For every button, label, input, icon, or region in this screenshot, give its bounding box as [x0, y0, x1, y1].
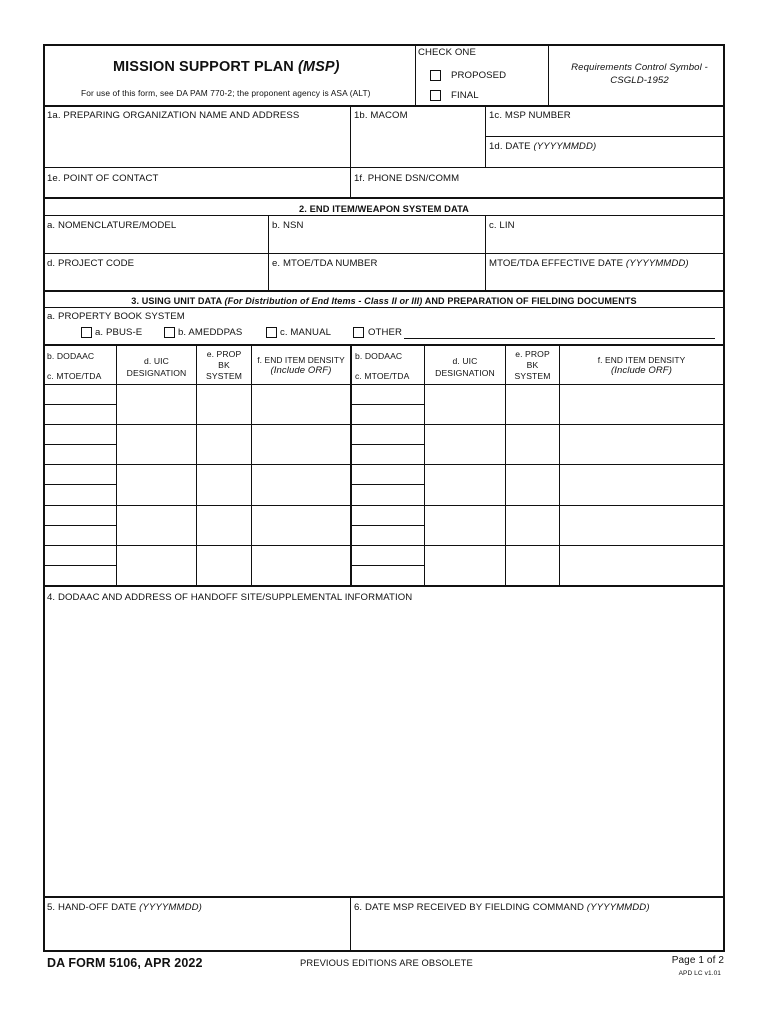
table-row[interactable] [45, 465, 723, 504]
table-row[interactable] [45, 425, 723, 464]
point-of-contact-field[interactable] [45, 184, 349, 196]
col-bk-right: BK [526, 360, 539, 370]
nomenclature-label: a. NOMENCLATURE/MODEL [47, 220, 177, 231]
table-row[interactable] [45, 506, 723, 545]
msp-number-field[interactable] [487, 122, 723, 135]
macom-field[interactable] [352, 122, 484, 166]
col-prop-left: e. PROP [206, 349, 242, 359]
section3-title-a: 3. USING UNIT DATA [131, 296, 222, 306]
obsolete-notice: PREVIOUS EDITIONS ARE OBSOLETE [300, 957, 473, 968]
handoff-date-text: 5. HAND-OFF DATE [47, 902, 137, 913]
form-title-abbrev: (MSP) [298, 59, 340, 75]
col-mtoe-right: c. MTOE/TDA [355, 371, 410, 381]
mtoe-effective-date-text: MTOE/TDA EFFECTIVE DATE [489, 258, 624, 269]
col-uic-right: d. UIC [452, 356, 478, 366]
col-density-right: f. END ITEM DENSITY [597, 355, 686, 365]
project-code-label: d. PROJECT CODE [47, 258, 135, 269]
handoff-site-field[interactable] [45, 604, 723, 895]
date-received-text: 6. DATE MSP RECEIVED BY FIELDING COMMAND [354, 902, 585, 913]
requirements-control-code: CSGLD-1952 [610, 75, 669, 86]
col-uic-designation-right: DESIGNATION [435, 368, 495, 378]
col-system-right: SYSTEM [514, 371, 551, 381]
project-code-field[interactable] [45, 270, 267, 289]
col-bk-left: BK [218, 360, 230, 370]
mtoe-effective-date-field[interactable] [487, 270, 723, 289]
form-number: DA FORM 5106, APR 2022 [47, 956, 203, 970]
mtoe-effective-date-label [489, 258, 689, 269]
phone-field[interactable] [352, 184, 722, 196]
org-name-field[interactable] [45, 122, 349, 166]
date-1d-label [489, 141, 596, 152]
nsn-field[interactable] [270, 232, 484, 252]
manual-checkbox[interactable] [266, 327, 277, 338]
proposed-checkbox[interactable] [430, 70, 441, 81]
section3-title-b: (For Distribution of End Items - Class II or III) [224, 296, 423, 306]
requirements-control-symbol: Requirements Control Symbol - [571, 62, 708, 73]
point-of-contact-label: 1e. POINT OF CONTACT [47, 173, 159, 184]
form-title-main: MISSION SUPPORT PLAN [113, 59, 294, 75]
mtoe-effective-date-format: (YYYYMMDD) [625, 258, 689, 269]
pbus-e-label: a. PBUS-E [95, 327, 143, 338]
final-label: FINAL [451, 90, 479, 101]
section2-title: 2. END ITEM/WEAPON SYSTEM DATA [298, 204, 469, 214]
section3-title-c: AND PREPARATION OF FIELDING DOCUMENTS [424, 296, 637, 306]
handoff-date-label [47, 902, 202, 913]
date-1d-field[interactable] [487, 153, 723, 166]
mtoe-number-label: e. MTOE/TDA NUMBER [272, 258, 378, 269]
lin-label: c. LIN [489, 220, 515, 231]
section3-title [45, 296, 723, 306]
other-checkbox[interactable] [353, 327, 364, 338]
date-1d-format: (YYYYMMDD) [533, 141, 597, 152]
date-received-format: (YYYYMMDD) [586, 902, 650, 913]
nomenclature-field[interactable] [45, 232, 267, 252]
col-uic-designation-left: DESIGNATION [126, 368, 187, 378]
ameddpas-label: b. AMEDDPAS [178, 327, 243, 338]
handoff-date-field[interactable] [45, 914, 349, 949]
form-subtitle: For use of this form, see DA PAM 770-2; the proponent agency is ASA (ALT) [81, 88, 371, 98]
version-label: APD LC v1.01 [678, 970, 721, 977]
date-1d-label-text: 1d. DATE [489, 141, 531, 152]
col-system-left: SYSTEM [206, 371, 242, 381]
property-book-system-label: a. PROPERTY BOOK SYSTEM [47, 311, 185, 322]
ameddpas-checkbox[interactable] [164, 327, 175, 338]
handoff-date-format: (YYYYMMDD) [139, 902, 202, 913]
form-title [113, 59, 340, 75]
other-text-field[interactable] [404, 337, 715, 339]
other-label: OTHER [368, 327, 403, 338]
page-number: Page 1 of 2 [671, 955, 724, 966]
date-received-field[interactable] [352, 914, 722, 949]
lin-field[interactable] [487, 232, 723, 252]
col-orf-left: (Include ORF) [270, 365, 332, 376]
col-density-left: f. END ITEM DENSITY [257, 355, 345, 365]
manual-label: c. MANUAL [280, 327, 332, 338]
msp-number-label: 1c. MSP NUMBER [489, 110, 571, 121]
col-dodaac-right: b. DODAAC [355, 351, 403, 361]
mtoe-number-field[interactable] [270, 270, 484, 289]
date-received-label [354, 902, 650, 913]
pbus-e-checkbox[interactable] [81, 327, 92, 338]
proposed-label: PROPOSED [451, 70, 507, 81]
nsn-label: b. NSN [272, 220, 304, 231]
col-mtoe-left: c. MTOE/TDA [47, 371, 102, 381]
col-orf-right: (Include ORF) [611, 365, 672, 376]
check-one-label: CHECK ONE [418, 47, 476, 58]
col-prop-right: e. PROP [515, 349, 550, 359]
col-dodaac-left: b. DODAAC [47, 351, 95, 361]
org-name-label: 1a. PREPARING ORGANIZATION NAME AND ADDRESS [47, 110, 300, 121]
handoff-site-label: 4. DODAAC AND ADDRESS OF HANDOFF SITE/SUPPLEMENTAL INFORMATION [47, 592, 413, 603]
col-uic-left: d. UIC [144, 356, 169, 366]
final-checkbox[interactable] [430, 90, 441, 101]
table-row[interactable] [45, 546, 723, 585]
phone-label: 1f. PHONE DSN/COMM [354, 173, 460, 184]
table-row[interactable] [45, 385, 723, 424]
macom-label: 1b. MACOM [354, 110, 408, 121]
